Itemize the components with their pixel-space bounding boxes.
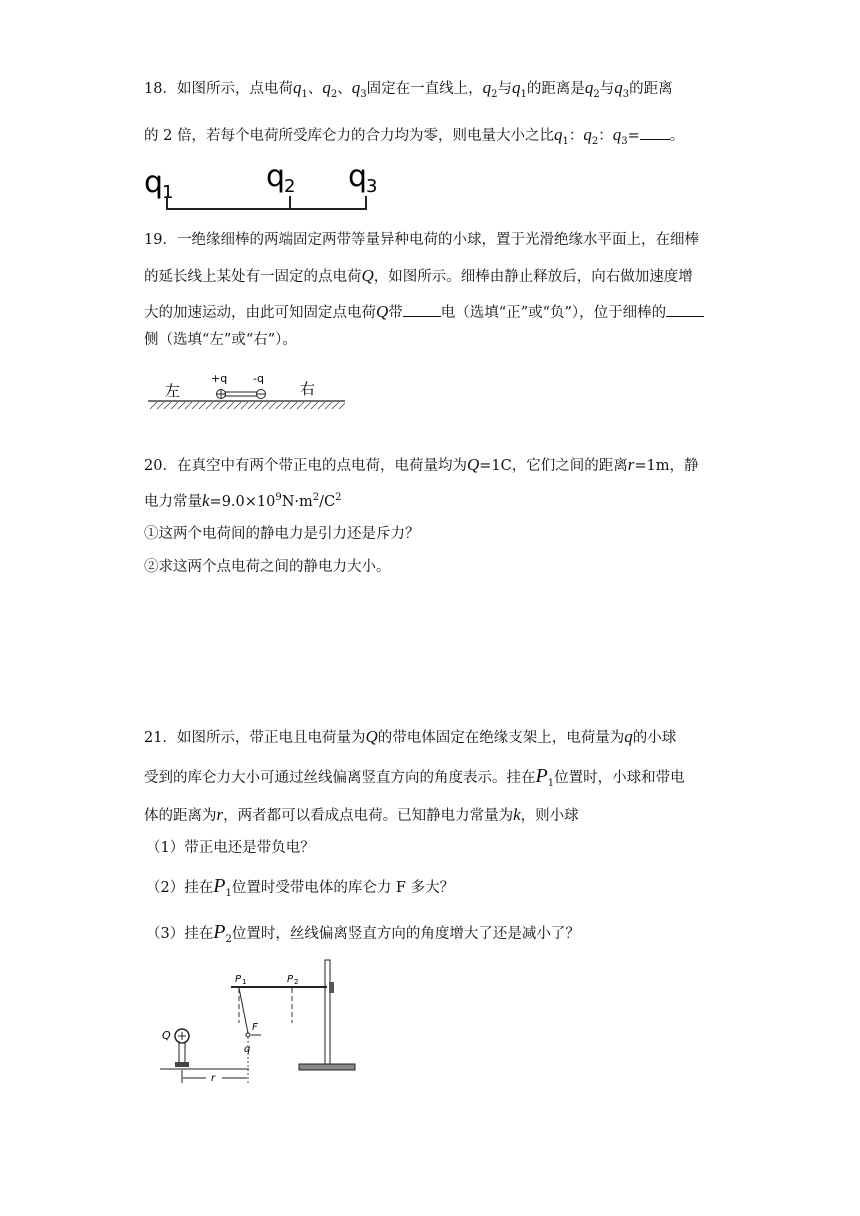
q1-symbol: q [511,78,521,97]
q20-text: 电力常量 [144,493,202,510]
fig-q3-subscript: 3 [366,176,378,197]
q21-text: 21．如图所示，带正电且电荷量为 [144,730,366,746]
q18-text: 的距离是 [526,81,585,97]
q21-text: 体的距离为 [144,808,217,824]
r-symbol: r [627,455,635,474]
q21-text: 位置时受带电体的库仑力 F 多大？ [231,880,455,896]
q19-line-2 [144,266,693,287]
subscript: 2 [491,88,498,100]
subscript: 3 [621,135,628,147]
q21-text: 受到的库仑力大小可通过丝线偏离竖直方向的角度表示。挂在 [144,770,536,786]
separator: 、 [337,81,352,97]
colon: ： [598,128,613,144]
q19-text: 带 [388,305,403,321]
P-symbol: P [213,875,226,897]
q21-text: ，则小球 [520,808,579,824]
colon: ： [568,128,584,144]
fig-r-label: r [211,1073,216,1084]
small-ball [246,1033,250,1037]
separator: 、 [307,81,323,97]
support-base [175,1062,189,1067]
q18-line-2 [144,125,684,152]
fig-q-label: q [244,1044,251,1055]
q18-text: 的距离 [629,81,673,97]
silk-thread [239,988,248,1033]
q19-text: 大的加速运动，由此可知固定点电荷 [144,305,376,321]
q1-symbol: q [553,125,563,144]
q19-text: 电（选填“正”或“负”），位于细棒的 [440,305,667,321]
q21-text: 的小球 [632,730,677,746]
q21-question-1: （1）带正电还是带负电？ [146,840,315,856]
q20-text: =1m，静 [634,458,699,474]
q20-question-2: ②求这两个点电荷之间的静电力大小。 [144,559,391,575]
fig-q2-label: q [266,160,286,194]
fig-Q-label: Q [162,1029,171,1042]
q18-text: 18．如图所示，点电荷 [144,81,293,97]
q18-text: 与 [599,81,615,97]
fig-q2-subscript: 2 [284,176,296,197]
subscript: 2 [225,933,232,945]
q18-figure [140,160,390,215]
fig-F-label: F [252,1022,258,1033]
q21-question-2 [146,876,454,904]
period: 。 [669,128,685,144]
q18-text: 固定在一直线上， [366,81,483,97]
q21-line-2 [144,766,685,794]
subscript: 1 [301,88,308,100]
q21-text: 位置时，丝线偏离竖直方向的角度增大了还是减小了？ [231,926,580,942]
subscript: 1 [225,887,232,899]
subscript: 2 [591,135,599,147]
q3-symbol: q [614,78,623,97]
q19-line-4: 侧（选填“左”或“右”）。 [144,332,297,348]
q2-symbol: q [584,78,594,97]
fig-P2-subscript: 2 [294,978,299,986]
q19-line-3 [144,302,704,323]
q21-text: ，两者都可以看成点电荷。已知静电力常量为 [223,808,514,824]
stand-pole [325,960,330,1067]
q19-figure [145,365,350,415]
fig-q3-label: q [348,160,368,194]
q21-text: 的带电体固定在绝缘支架上，电荷量为 [377,730,625,746]
superscript: 9 [275,492,282,503]
Q-symbol: Q [466,455,480,474]
q20-text: =9.0×10 [209,493,276,510]
q18-text: 与 [497,81,512,97]
q21-text: 位置时，小球和带电 [554,770,685,786]
k-symbol: k [202,490,210,510]
stand-clamp [329,982,334,993]
fig-P1-label: P [235,974,242,985]
subscript: 2 [330,88,338,100]
q20-text: /C [319,493,336,510]
subscript: 2 [593,88,600,100]
fig-q1-label: q [144,165,164,200]
P-symbol: P [213,921,226,943]
q2-symbol: q [583,125,592,144]
insulating-support [179,1043,185,1064]
q21-line-3 [144,805,579,826]
fig-P1-subscript: 1 [242,978,247,986]
q20-question-1: ①这两个电荷间的静电力是引力还是斥力？ [144,526,420,542]
fig-P2-label: P [287,974,294,985]
q3-symbol: q [351,78,361,97]
Q-symbol: Q [365,727,378,746]
Q-symbol: Q [361,266,374,285]
fig-minus-q-label: -q [253,372,264,385]
subscript: 3 [360,88,367,100]
ground-hatching [150,402,345,409]
q21-figure [155,955,380,1085]
fig-plus-q-label: +q [211,372,228,385]
q20-text: N·m [281,493,313,510]
q21-line-1 [144,727,676,748]
q20-text: =1C，它们之间的距离 [479,458,628,474]
stand-base [299,1064,355,1070]
answer-blank-2 [666,302,704,317]
q20-line-1 [144,455,698,476]
k-symbol: k [513,805,521,824]
fig-q1-subscript: 1 [162,182,174,203]
Q-symbol: Q [376,302,389,321]
fig-left-label: 左 [165,382,181,400]
q20-text: 20．在真空中有两个带正电的点电荷，电荷量均为 [144,458,467,474]
q21-question-3 [146,922,580,950]
q20-line-2 [144,488,342,512]
answer-blank-1 [403,302,441,317]
q19-text: 的延长线上某处有一固定的点电荷 [144,269,362,285]
q1-symbol: q [292,78,302,97]
q18-line-1 [144,78,673,105]
insulating-rod [226,392,258,396]
q21-text: （2）挂在 [146,880,214,896]
q3-symbol: q [612,125,622,144]
q19-text: ，如图所示。细棒由静止释放后，向右做加速度增 [373,269,693,285]
q19-line-1: 19．一绝缘细棒的两端固定两带等量异种电荷的小球，置于光滑绝缘水平面上，在细棒 [144,232,699,248]
q18-text: 的 2 倍，若每个电荷所受库仑力的合力均为零，则电量大小之比 [144,128,554,144]
answer-blank [640,125,670,140]
q-symbol: q [624,727,633,746]
q21-text: （3）挂在 [146,926,214,942]
subscript: 1 [562,135,569,147]
subscript: 3 [622,88,630,100]
superscript: 2 [312,492,320,503]
q2-symbol: q [482,78,492,97]
P-symbol: P [535,765,548,787]
fig-right-label: 右 [300,380,316,398]
superscript: 2 [335,492,342,503]
subscript: 1 [547,777,555,789]
subscript: 1 [520,88,527,100]
equals: = [627,128,640,144]
r-symbol: r [216,805,224,824]
q2-symbol: q [322,78,331,97]
